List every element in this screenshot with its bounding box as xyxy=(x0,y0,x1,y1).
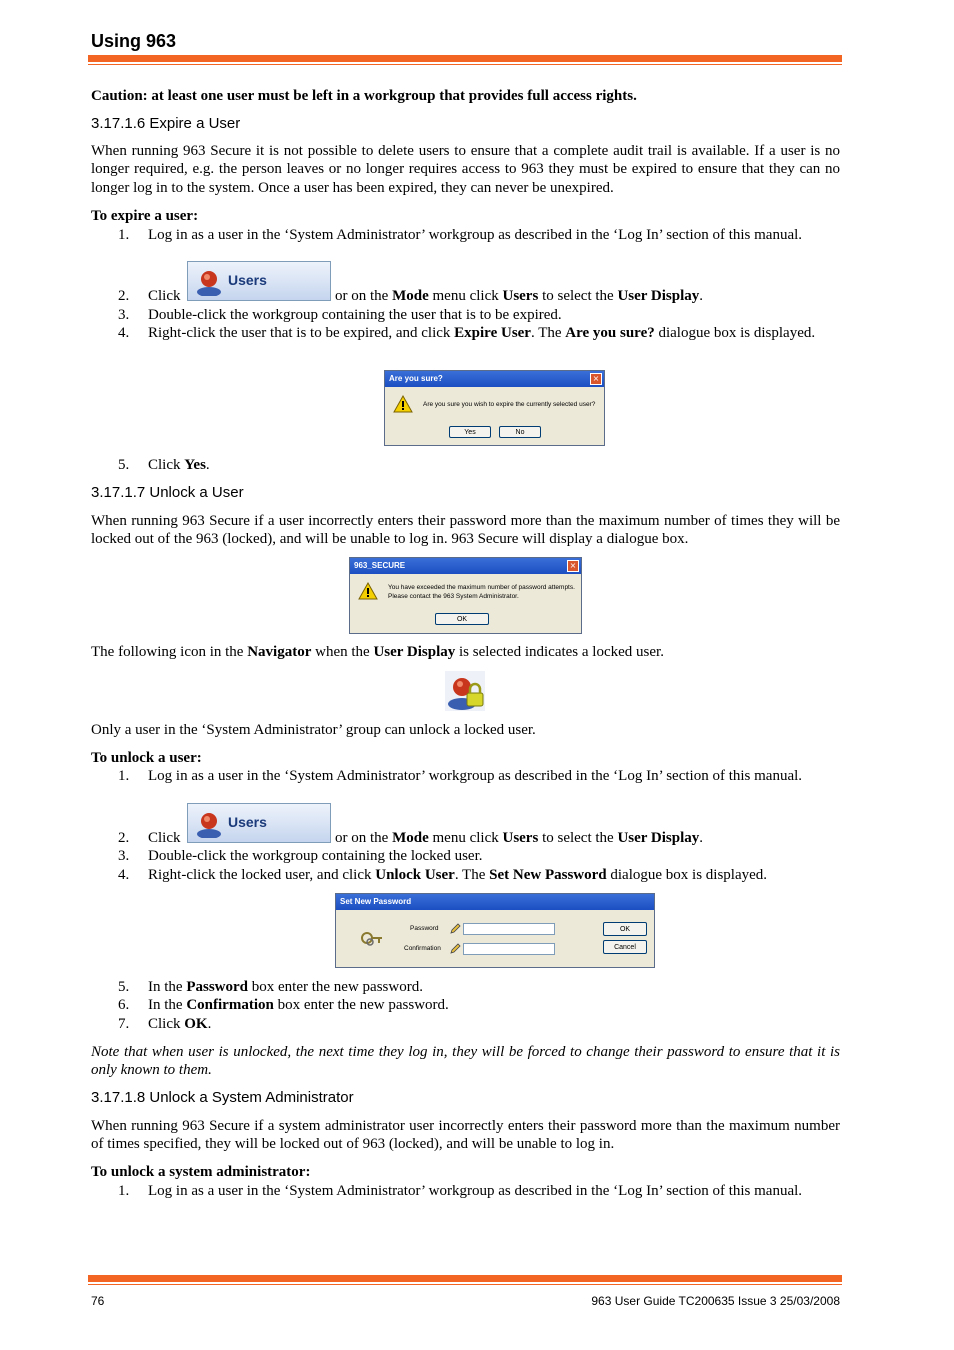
users-button[interactable] xyxy=(187,803,331,843)
warning-icon xyxy=(393,395,413,413)
page-header-title: Using 963 xyxy=(91,31,177,51)
step-text: Right-click the user that is to be expired, and click Expire User. The Are you sure? dialogue box is displayed. xyxy=(148,325,816,341)
no-button[interactable]: No xyxy=(499,426,541,438)
caution-note: Caution: at least one user must be left in a workgroup that provides full access rights. xyxy=(91,88,637,104)
section-heading-sysadmin: 3.17.1.8 Unlock a System Administrator xyxy=(91,1089,354,1106)
step-number: 2. xyxy=(118,288,130,304)
step-text: Click xyxy=(148,830,181,846)
step-number: 1. xyxy=(118,768,130,784)
keys-icon xyxy=(361,929,383,947)
step-text: In the Password box enter the new password. xyxy=(148,979,423,995)
step-text: Click Yes. xyxy=(148,457,210,473)
step-text: Log in as a user in the ‘System Administrator’ workgroup as described in the ‘Log In’ section of this manual. xyxy=(148,768,803,784)
users-button[interactable] xyxy=(187,261,331,301)
document-reference: 963 User Guide TC200635 Issue 3 25/03/2008 xyxy=(591,1294,840,1308)
step-text: Log in as a user in the ‘System Administrator’ workgroup as described in the ‘Log In’ section of this manual. xyxy=(148,227,803,243)
ok-button[interactable]: OK xyxy=(603,922,647,936)
step-text: In the Confirmation box enter the new password. xyxy=(148,997,449,1013)
pencil-icon xyxy=(450,923,461,934)
header-rule xyxy=(88,55,842,62)
unlock-subheading: To unlock a user: xyxy=(91,750,202,766)
password-input[interactable] xyxy=(463,923,555,935)
page-number: 76 xyxy=(91,1294,105,1308)
set-new-password-dialog xyxy=(335,893,655,968)
unlock-intro: When running 963 Secure if a user incorrectly enters their password more than the maximum number of times they will be locked out of the 963 (locked), and will be unable to log in. 963 Secure will display a dialogue box. xyxy=(91,513,840,548)
sysadmin-step-1 xyxy=(118,1182,840,1222)
only-admin-text: Only a user in the ‘System Administrator’ group can unlock a locked user. xyxy=(91,722,536,738)
step-text: Click xyxy=(148,288,181,304)
step-number: 5. xyxy=(118,457,130,473)
step-number: 1. xyxy=(118,227,130,243)
dialog-title: Set New Password xyxy=(336,894,654,910)
step-number: 4. xyxy=(118,867,130,883)
step-number: 7. xyxy=(118,1016,130,1032)
sysadmin-subheading: To unlock a system administrator: xyxy=(91,1164,311,1180)
step-number: 6. xyxy=(118,997,130,1013)
close-icon[interactable]: × xyxy=(567,560,579,572)
yes-button[interactable]: Yes xyxy=(449,426,491,438)
step-number: 5. xyxy=(118,979,130,995)
step-text: Log in as a user in the ‘System Administrator’ workgroup as described in the ‘Log In’ section of this manual. xyxy=(148,1183,803,1199)
dialog-message-line-2: Please contact the 963 System Administrator. xyxy=(388,593,519,600)
step-text-rest: or on the Mode menu click Users to select the User Display. xyxy=(335,830,704,846)
warning-icon xyxy=(358,582,378,600)
section-heading-expire: 3.17.1.6 Expire a User xyxy=(91,115,241,132)
step-text: Right-click the locked user, and click Unlock User. The Set New Password dialogue box is displayed. xyxy=(148,867,768,883)
dialog-title: 963_SECURE xyxy=(350,558,581,574)
step-number: 1. xyxy=(118,1183,130,1199)
pencil-icon xyxy=(450,943,461,954)
navigator-icon-text: The following icon in the Navigator when the User Display is selected indicates a locked user. xyxy=(91,644,664,660)
footer-rule xyxy=(88,1275,842,1282)
section-heading-unlock: 3.17.1.7 Unlock a User xyxy=(91,484,244,501)
footer-rule-thin xyxy=(88,1284,842,1285)
sysadmin-intro: When running 963 Secure if a system administrator user incorrectly enters their password more than the maximum number of times specified, they will be locked out of 963 (locked), and will be unable to log in. xyxy=(91,1118,840,1153)
step-text: Double-click the workgroup containing the locked user. xyxy=(148,848,483,864)
unlock-step-1 xyxy=(118,767,840,807)
are-you-sure-dialog xyxy=(384,370,605,446)
users-button-label: Users xyxy=(228,272,267,288)
user-icon xyxy=(196,268,222,296)
step-text: Click OK. xyxy=(148,1016,212,1032)
dialog-message: Are you sure you wish to expire the currently selected user? xyxy=(423,401,596,408)
confirmation-input[interactable] xyxy=(463,943,555,955)
confirmation-label: Confirmation xyxy=(404,945,441,952)
step-number: 2. xyxy=(118,830,130,846)
dialog-message-line-1: You have exceeded the maximum number of password attempts. xyxy=(388,584,575,591)
step-text-rest: or on the Mode menu click Users to select the User Display. xyxy=(335,288,704,304)
ok-button[interactable]: OK xyxy=(435,613,489,625)
header-rule-thin xyxy=(88,64,842,65)
password-label: Password xyxy=(410,925,439,932)
cancel-button[interactable]: Cancel xyxy=(603,940,647,954)
locked-user-icon xyxy=(445,671,485,711)
step-text: Double-click the workgroup containing the user that is to be expired. xyxy=(148,307,562,323)
expire-step-4 xyxy=(118,324,840,364)
step-number: 4. xyxy=(118,325,130,341)
expire-subheading: To expire a user: xyxy=(91,208,199,224)
dialog-title: Are you sure? xyxy=(385,371,604,387)
expire-intro: When running 963 Secure it is not possible to delete users to ensure that a complete audit trail is available. If a user is no longer required, e.g. the person leaves or no longer requires access to 963 they must be expired to ensure that they can no longer log in to the system. Once a user has been expired, they can never be unexpired. xyxy=(91,143,840,196)
unlock-note: Note that when user is unlocked, the next time they log in, they will be forced to change their password to ensure that it is only known to them. xyxy=(91,1044,840,1079)
step-number: 3. xyxy=(118,848,130,864)
close-icon[interactable]: × xyxy=(590,373,602,385)
users-button-label: Users xyxy=(228,814,267,830)
user-icon xyxy=(196,810,222,838)
secure-dialog xyxy=(349,557,582,634)
expire-step-1 xyxy=(118,226,840,266)
step-number: 3. xyxy=(118,307,130,323)
